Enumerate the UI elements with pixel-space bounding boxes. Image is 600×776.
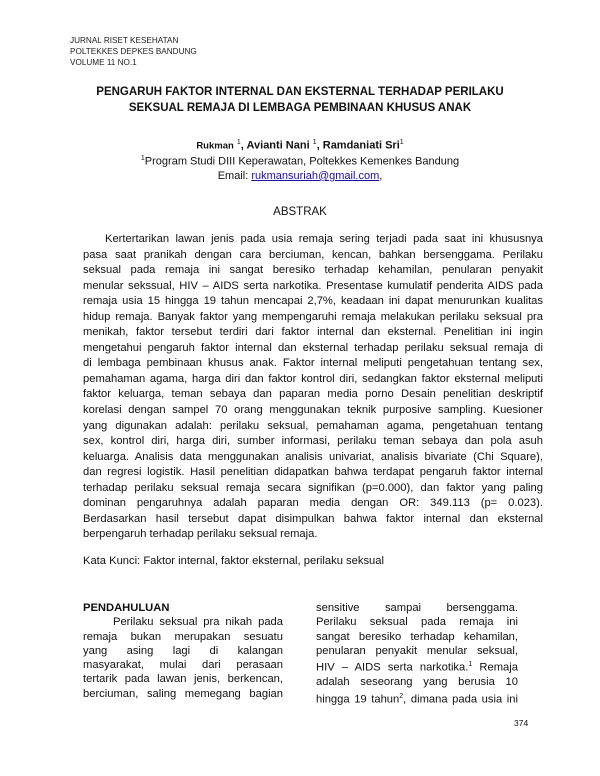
title-line-2: SEKSUAL REMAJA DI LEMBAGA PEMBINAAN KHUSUS ANAK [128, 102, 472, 114]
abstract-line: seksual pada remaja ini sangat beresiko terhadap kehamilan, penularan penyakit [83, 264, 543, 277]
citation-ref: 1 [468, 661, 473, 669]
author-1: Rukman [196, 140, 234, 152]
email-trail: , [379, 170, 383, 182]
abstract-heading: ABSTRAK [273, 206, 327, 218]
affiliation-text: Program Studi DIII Keperawatan, Poltekkes Kemenkes Bandung [144, 155, 460, 168]
author-list: Rukman $^1$, Avianti Nani $^1$, Ramdaniati Sri$^1$ [196, 139, 404, 152]
abstract-line: dan regresi logistik. Hasil penelitian didapatkan bahwa terdapat pengaruh faktor internal [83, 466, 543, 479]
affiliation-marker: 1 [140, 155, 145, 162]
body-line: tertarik pada lawan jenis, berkencan, [83, 673, 283, 686]
abstract-line: Kertertarikan lawan jenis pada usia remaja sering terjadi pada saat ini khususnya [105, 233, 543, 245]
abstract-line: mengetahui pengaruh faktor internal dan eksternal terhadap perilaku seksual remaja di [83, 341, 543, 354]
intro-left-column [83, 601, 283, 701]
abstract-line: hidup remaja. Banyak faktor yang mempengaruhi remaja melakukan perilaku seksual pra [83, 310, 543, 323]
body-line: sangat beresiko terhadap kehamilan, [316, 630, 518, 643]
journal-volume: VOLUME 11 NO.1 [70, 58, 137, 67]
page-number: 374 [514, 718, 529, 728]
abstract-line: di lembaga pembinaan khusus anak. Faktor internal meliputi pengetahuan tentang sex, [83, 357, 543, 370]
body-line: remaja bukan merupakan sesuatu [83, 630, 283, 643]
abstract-line: pasa saat pranikah dengan cara berciuman, kencan, bahkan bersenggama. Perilaku [83, 248, 543, 261]
journal-institution: POLTEKKES DEPKES BANDUNG [70, 47, 197, 56]
intro-right-column [316, 601, 518, 707]
body-line: adalah seseorang yang berusia 10 [316, 676, 518, 689]
section-heading: PENDAHULUAN [83, 602, 170, 614]
abstract-line: sex, kontrol diri, harga diri, sumber informasi, perilaku teman sebaya dan pola asuh [83, 435, 543, 448]
abstract-line: faktor keluarga, teman sebaya dan paparan media porno Desain penelitian deskriptif [83, 388, 543, 401]
journal-header [70, 35, 197, 68]
abstract-line: pemahaman agama, harga diri dan faktor kontrol diri, sedangkan faktor eksternal meliputi [83, 372, 543, 385]
keywords-label: Kata Kunci: [83, 555, 141, 567]
body-line: HIV – AIDS serta narkotika.$^1$ Remaja [316, 661, 518, 674]
abstract-line: dominan pengaruhnya adalah paparan media dengan OR: 349.113 (p= 0.023). [83, 497, 543, 510]
abstract-line: remaja usia 15 hingga 19 tahun mencapai 2,7%, keadaan ini dapat menurunkan kualitas [83, 295, 543, 308]
email-line [0, 170, 600, 182]
body-line: Perilaku seksual pada remaja ini [316, 616, 518, 629]
body-line: sensitive sampai bersenggama. [316, 602, 518, 614]
author-2: Avianti Nani [246, 139, 310, 152]
author-2-affiliation: 1 [312, 139, 317, 146]
abstract-line: yang digunakan adalah: perilaku seksual, pemahaman agama, pengetahuan tentang [83, 419, 543, 432]
paper-title [60, 84, 540, 116]
citation-ref: 2 [399, 692, 404, 700]
abstract-body [83, 232, 543, 543]
abstract-line: keluarga. Analisis data menggunakan analisis univariat, analisis bivariate (Chi Square), [83, 450, 543, 463]
abstract-line: menikah, faktor tersebut terdiri dari faktor internal dan eksternal. Penelitian ini ingin [83, 326, 543, 339]
body-line: penularan penyakit menular seksual, [316, 644, 518, 657]
abstract-line: korelasi dengan sampel 70 orang menggunakan teknik purposive sampling. Kuesioner [83, 404, 543, 417]
abstract-line: berpengaruh terhadap perilaku seksual remaja. [83, 528, 318, 541]
body-line: Perilaku seksual pra nikah pada [113, 616, 283, 629]
email-link[interactable]: rukmansuriah@gmail.com [251, 170, 380, 182]
title-line-1: PENGARUH FAKTOR INTERNAL DAN EKSTERNAL TERHADAP PERILAKU [96, 86, 504, 98]
body-line: yang asing lagi di kalangan [83, 644, 283, 657]
author-3-affiliation: 1 [399, 139, 404, 146]
abstract-line: terhadap perilaku seksual remaja secara signifikan (p=0.000), dan faktor yang paling [83, 481, 543, 494]
body-line: hingga 19 tahun$^2$, dimana pada usia ini [316, 692, 518, 706]
abstract-line: Berdasarkan hasil tersebut dapat disimpulkan bahwa faktor internal dan eksternal [83, 512, 543, 525]
keywords-text: Faktor internal, faktor eksternal, perilaku seksual [143, 555, 384, 567]
body-line: berciuman, saling memegang bagian [83, 687, 283, 700]
keywords [83, 555, 384, 567]
abstract-line: menular sekssual, HIV – AIDS serta narkotika. Presentase kumulatif penderita AIDS pada [83, 279, 543, 292]
email-label: Email: [217, 170, 249, 182]
author-3: Ramdaniati Sri [322, 139, 400, 152]
author-1-affiliation: 1 [236, 139, 241, 146]
affiliation [0, 155, 600, 168]
journal-name: JURNAL RISET KESEHATAN [70, 36, 179, 45]
body-line: masyarakat, mulai dari perasaan [83, 659, 283, 672]
